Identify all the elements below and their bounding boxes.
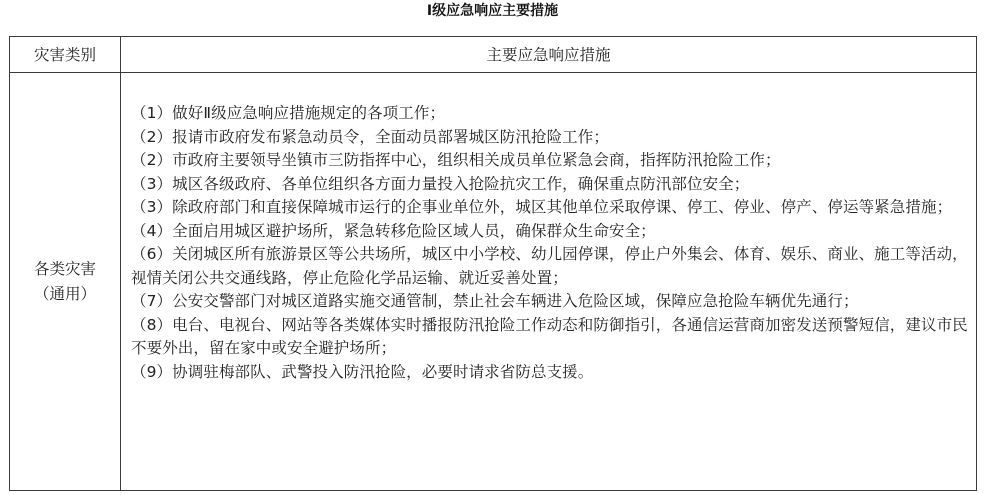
measures-cell [121, 73, 977, 491]
measure-item: （7）公安交警部门对城区道路实施交通管制，禁止社会车辆进入危险区域，保障应急抢险车辆优先通行； [131, 292, 859, 310]
response-measures-table [9, 36, 977, 491]
measure-item: （1）做好Ⅱ级应急响应措施规定的各项工作； [131, 104, 446, 122]
table-row [10, 73, 977, 491]
category-qualifier: （通用） [33, 284, 96, 303]
header-disaster-category: 灾害类别 [10, 37, 121, 73]
measure-item: （4）全面启用城区避护场所，紧急转移危险区域人员，确保群众生命安全； [131, 221, 656, 240]
measure-item: （6）关闭城区所有旅游景区等公共场所，城区中小学校、幼儿园停课，停止户外集会、体育、娱乐、商业、施工等活动，视情关闭公共交通线路，停止危险化学品运输、就近妥善处置； [131, 245, 968, 287]
measure-item: （8）电台、电视台、网站等各类媒体实时播报防汛抢险工作动态和防御指引，各通信运营商加密发送预警短信，建议市民不要外出，留在家中或安全避护场所； [131, 315, 968, 357]
measure-item: （2）市政府主要领导坐镇市三防指挥中心，组织相关成员单位紧急会商，指挥防汛抢险工作； [131, 151, 781, 169]
measure-item: （3）城区各级政府、各单位组织各方面力量投入抢险抗灾工作，确保重点防汛部位安全； [131, 174, 750, 193]
category-name: 各类灾害 [33, 259, 96, 278]
document-title: Ⅰ级应急响应主要措施 [426, 3, 559, 19]
category-cell [10, 73, 121, 491]
table-header-row [10, 37, 977, 73]
measure-item: （2）报请市政府发布紧急动员令，全面动员部署城区防汛抢险工作； [131, 127, 609, 146]
measure-item: （9）协调驻梅部队、武警投入防汛抢险，必要时请求省防总支援。 [131, 362, 594, 381]
header-main-measures: 主要应急响应措施 [121, 37, 977, 73]
measure-item: （3）除政府部门和直接保障城市运行的企事业单位外，城区其他单位采取停课、停工、停业、停产、停运等紧急措施； [131, 198, 953, 216]
